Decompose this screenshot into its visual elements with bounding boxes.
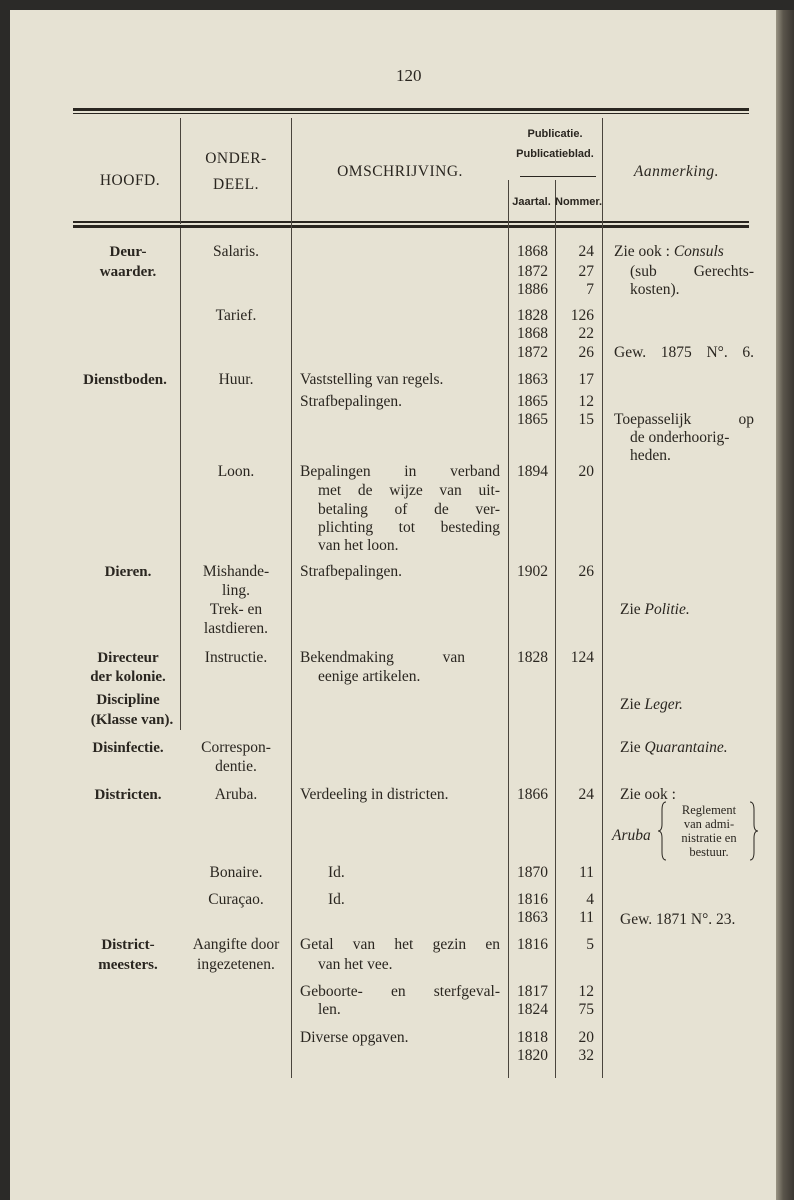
year: 1865: [517, 393, 548, 410]
note-text: Zie: [620, 696, 641, 713]
note: [614, 242, 754, 262]
hoofd-dienstboden: Dienstboden.: [83, 372, 167, 388]
onderdeel-loon: Loon.: [217, 463, 255, 480]
description: Bekendmaking van: [300, 649, 465, 666]
col-line-3: [508, 180, 509, 1078]
hoofd-deurwaarder-2: waarder.: [99, 264, 157, 280]
onderdeel-trek-2: lastdieren.: [203, 620, 269, 637]
note: [620, 695, 750, 715]
year: 1872: [517, 263, 548, 280]
note-text: Zie ook :: [614, 243, 670, 260]
number: 22: [578, 325, 594, 342]
onderdeel-huur: Huur.: [218, 371, 254, 388]
description: betaling of de ver-: [318, 501, 500, 518]
number: 27: [578, 263, 594, 280]
note-aruba: Aruba: [612, 827, 651, 844]
number: 124: [570, 649, 594, 666]
number: 4: [586, 891, 594, 908]
top-rule: [73, 108, 749, 111]
hoofd-directeur-2: der kolonie.: [90, 669, 166, 685]
header-jaartal: Jaartal.: [512, 196, 551, 208]
onderdeel-salaris: Salaris.: [212, 243, 260, 260]
hoofd-disinfectie: Disinfectie.: [92, 740, 164, 756]
number: 7: [586, 281, 594, 298]
note-text: Zie: [620, 739, 641, 756]
number: 24: [578, 786, 594, 803]
number: 32: [578, 1047, 594, 1064]
note-ref: Politie.: [644, 601, 690, 618]
year: 1894: [517, 463, 548, 480]
year: 1870: [517, 864, 548, 881]
brace-text: Reglement: [681, 803, 737, 817]
hoofd-dieren: Dieren.: [104, 564, 152, 580]
year: 1824: [517, 1001, 548, 1018]
pub-rule: [520, 176, 596, 177]
note-ref: Consuls: [673, 243, 724, 260]
page-number: 120: [396, 66, 422, 85]
header-onderdeel-2: DEEL.: [213, 176, 259, 193]
header-rule: [73, 221, 749, 223]
description: van het vee.: [318, 956, 393, 973]
year: 1818: [517, 1029, 548, 1046]
header-aanmerking: Aanmerking.: [633, 163, 720, 180]
year: 1868: [517, 243, 548, 260]
description: eenige artikelen.: [318, 668, 421, 685]
year: 1816: [517, 891, 548, 908]
description: Strafbepalingen.: [300, 563, 403, 580]
header-omschrijving: OMSCHRIJVING.: [337, 163, 463, 180]
brace-text: bestuur.: [689, 845, 729, 859]
header-publicatie: Publicatie.: [527, 128, 583, 140]
col-line-5: [602, 118, 603, 1078]
brace-text: van admi-: [683, 817, 735, 831]
description: plichting tot besteding: [318, 519, 500, 536]
description: Strafbepalingen.: [300, 393, 403, 410]
header-onderdeel-1: ONDER-: [205, 150, 267, 167]
onderdeel-correspondentie-1: Correspon-: [201, 739, 271, 756]
onderdeel-curacao: Curaçao.: [208, 891, 264, 908]
number: 5: [586, 936, 594, 953]
onderdeel-aruba: Aruba.: [214, 786, 258, 803]
year: 1886: [517, 281, 548, 298]
header-publicatieblad: Publicatieblad.: [516, 148, 594, 160]
col-line-1-header: [180, 118, 181, 224]
note: Toepasselijk op: [614, 411, 754, 428]
hoofd-districtmeesters-2: meesters.: [98, 957, 158, 973]
number: 11: [579, 864, 594, 881]
note: kosten).: [630, 281, 680, 298]
page-edge: [776, 10, 794, 1200]
number: 126: [570, 307, 594, 324]
note-ref: Leger.: [644, 696, 683, 713]
year: 1828: [517, 649, 548, 666]
description: Id.: [328, 891, 345, 908]
number: 26: [578, 563, 594, 580]
note: (sub Gerechts-: [630, 263, 754, 280]
number: 20: [578, 1029, 594, 1046]
note: Gew. 1871 N°. 23.: [620, 911, 736, 928]
onderdeel-instructie: Instructie.: [204, 649, 268, 666]
note: [620, 600, 750, 620]
number: 75: [578, 1001, 594, 1018]
number: 12: [578, 393, 594, 410]
number: 15: [578, 411, 594, 428]
header-nommer: Nommer.: [555, 196, 603, 208]
year: 1817: [517, 983, 548, 1000]
description: Getal van het gezin en: [300, 936, 500, 953]
number: 26: [578, 344, 594, 361]
onderdeel-tarief: Tarief.: [215, 307, 257, 324]
hoofd-discipline-1: Discipline: [96, 692, 160, 708]
description: met de wijze van uit-: [318, 482, 500, 499]
year: 1866: [517, 786, 548, 803]
hoofd-districten: Districten.: [94, 787, 162, 803]
description: len.: [318, 1001, 341, 1018]
description: Vaststelling van regels.: [300, 371, 444, 388]
year: 1872: [517, 344, 548, 361]
year: 1863: [517, 909, 548, 926]
col-line-1: [180, 228, 181, 730]
number: 12: [578, 983, 594, 1000]
onderdeel-mishandeling-1: Mishande-: [202, 563, 270, 580]
header-rule-thick: [73, 225, 749, 228]
hoofd-directeur-1: Directeur: [97, 650, 159, 666]
note: Zie ook :: [620, 786, 676, 803]
year: 1820: [517, 1047, 548, 1064]
note: de onderhoorig-: [630, 429, 730, 446]
onderdeel-trek-1: Trek- en: [209, 601, 263, 618]
brace-text: nistratie en: [681, 831, 737, 845]
description: van het loon.: [318, 537, 399, 554]
note-text: Zie: [620, 601, 641, 618]
hoofd-discipline-2: (Klasse van).: [90, 712, 174, 728]
year: 1865: [517, 411, 548, 428]
description: Bepalingen in verband: [300, 463, 500, 480]
hoofd-deurwaarder-1: Deur-: [109, 244, 147, 260]
note: Gew. 1875 N°. 6.: [614, 344, 754, 361]
description: Id.: [328, 864, 345, 881]
number: 17: [578, 371, 594, 388]
number: 20: [578, 463, 594, 480]
col-line-2: [291, 118, 292, 1078]
hoofd-districtmeesters-1: District-: [101, 937, 155, 953]
year: 1902: [517, 563, 548, 580]
top-rule-thin: [73, 113, 749, 114]
onderdeel-bonaire: Bonaire.: [209, 864, 263, 881]
onderdeel-aangifte-2: ingezetenen.: [197, 956, 275, 973]
year: 1828: [517, 307, 548, 324]
description: Diverse opgaven.: [300, 1029, 409, 1046]
onderdeel-correspondentie-2: dentie.: [215, 758, 257, 775]
description: Geboorte- en sterfgeval-: [300, 983, 500, 1000]
year: 1868: [517, 325, 548, 342]
onderdeel-aangifte-1: Aangifte door: [192, 936, 280, 953]
header-hoofd: HOOFD.: [99, 172, 161, 189]
year: 1863: [517, 371, 548, 388]
note: [620, 738, 754, 758]
number: 24: [578, 243, 594, 260]
note-ref: Quarantaine.: [644, 739, 728, 756]
onderdeel-mishandeling-2: ling.: [222, 582, 250, 599]
number: 11: [579, 909, 594, 926]
description: Verdeeling in districten.: [300, 786, 449, 803]
year: 1816: [517, 936, 548, 953]
note: heden.: [630, 447, 671, 464]
